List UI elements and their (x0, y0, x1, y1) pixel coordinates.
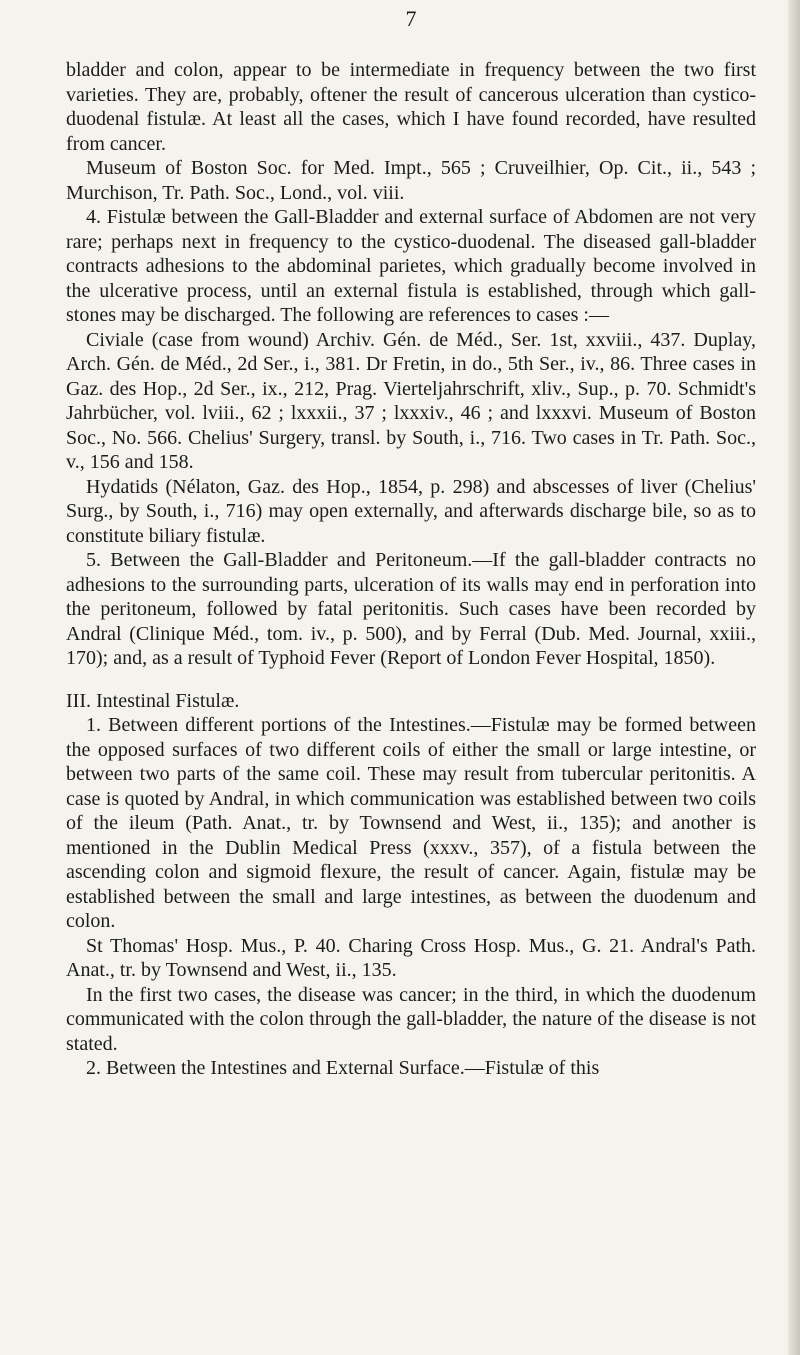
paragraph-section-4-abdomen: 4. Fistulæ between the Gall-Bladder and external surface of Abdomen are not very rare; perhaps next in frequency to the cystico-duodenal. The diseased gall-bladder contracts adhesions to the abdominal parietes, which gradually become involved in the ulcerative process, until an external fistula is established, through which gall-stones may be discharged. The following are references to cases :— (66, 206, 756, 326)
paragraph-section-1-intestines: 1. Between different portions of the Intestines.—Fistulæ may be formed between the opposed surfaces of two different coils of either the small or large intestine, or between two parts of the same coil. These may result from tubercular peritonitis. A case is quoted by Andral, in which communication was established between two coils of the ileum (Path. Anat., tr. by Townsend and West, ii., 135); and another is mentioned in the Dublin Medical Press (xxxv., 357), of a fistula between the ascending colon and sigmoid flexure, the result of cancer. Again, fistulæ may be established between the small and large intestines, as between the duodenum and colon. (66, 714, 756, 932)
paragraph-hydatids: Hydatids (Nélaton, Gaz. des Hop., 1854, p. 298) and abscesses of liver (Chelius' Surg., by South, i., 716) may open externally, and afterwards discharge bile, so as to constitute biliary fistulæ. (66, 475, 756, 547)
paragraph-cancer-ulceration: bladder and colon, appear to be intermediate in frequency between the two first varieties. They are, probably, oftener the result of cancerous ulceration than cystico-duodenal fistulæ. At least all the cases, which I have found recorded, have resulted from cancer. (66, 59, 756, 155)
page-edge-shadow (788, 0, 800, 1355)
paragraph-section-2-external: 2. Between the Intestines and External Surface.—Fistulæ of this (86, 1057, 600, 1079)
page-number: 7 (405, 6, 417, 31)
paragraph-references-st-thomas: St Thomas' Hosp. Mus., P. 40. Charing Cross Hosp. Mus., G. 21. Andral's Path. Anat., tr. by Townsend and West, ii., 135. (66, 934, 756, 981)
page-body (66, 58, 756, 1081)
paragraph-references-civiale: Civiale (case from wound) Archiv. Gén. de Méd., Ser. 1st, xxviii., 437. Duplay, Arch. Gén. de Méd., 2d Ser., i., 381. Dr Fretin, in do., 5th Ser., iv., 86. Three cases in Gaz. des Hop., 2d Ser., ix., 212, Prag. Vierteljahrschrift, xliv., Sup., p. 70. Schmidt's Jahrbücher, vol. lviii., 62 ; lxxxii., 37 ; lxxxiv., 46 ; and lxxxvi. Museum of Boston Soc., No. 566. Chelius' Surgery, transl. by South, i., 716. Two cases in Tr. Path. Soc., v., 156 and 158. (66, 328, 756, 473)
paragraph-references-museum: Museum of Boston Soc. for Med. Impt., 565 ; Cruveilhier, Op. Cit., ii., 543 ; Murchison, Tr. Path. Soc., Lond., vol. viii. (66, 157, 756, 204)
paragraph-first-two-cases: In the first two cases, the disease was cancer; in the third, in which the duodenum communicated with the colon through the gall-bladder, the nature of the disease is not stated. (66, 983, 756, 1055)
section-heading-intestinal-fistulae: III. Intestinal Fistulæ. (66, 689, 240, 712)
paragraph-section-5-peritoneum: 5. Between the Gall-Bladder and Peritoneum.—If the gall-bladder contracts no adhesions to the surrounding parts, ulceration of its walls may end in perforation into the peritoneum, followed by fatal peritonitis. Such cases have been recorded by Andral (Clinique Méd., tom. iv., p. 500), and by Ferral (Dub. Med. Journal, xxiii., 170); and, as a result of Typhoid Fever (Report of London Fever Hospital, 1850). (66, 549, 756, 669)
